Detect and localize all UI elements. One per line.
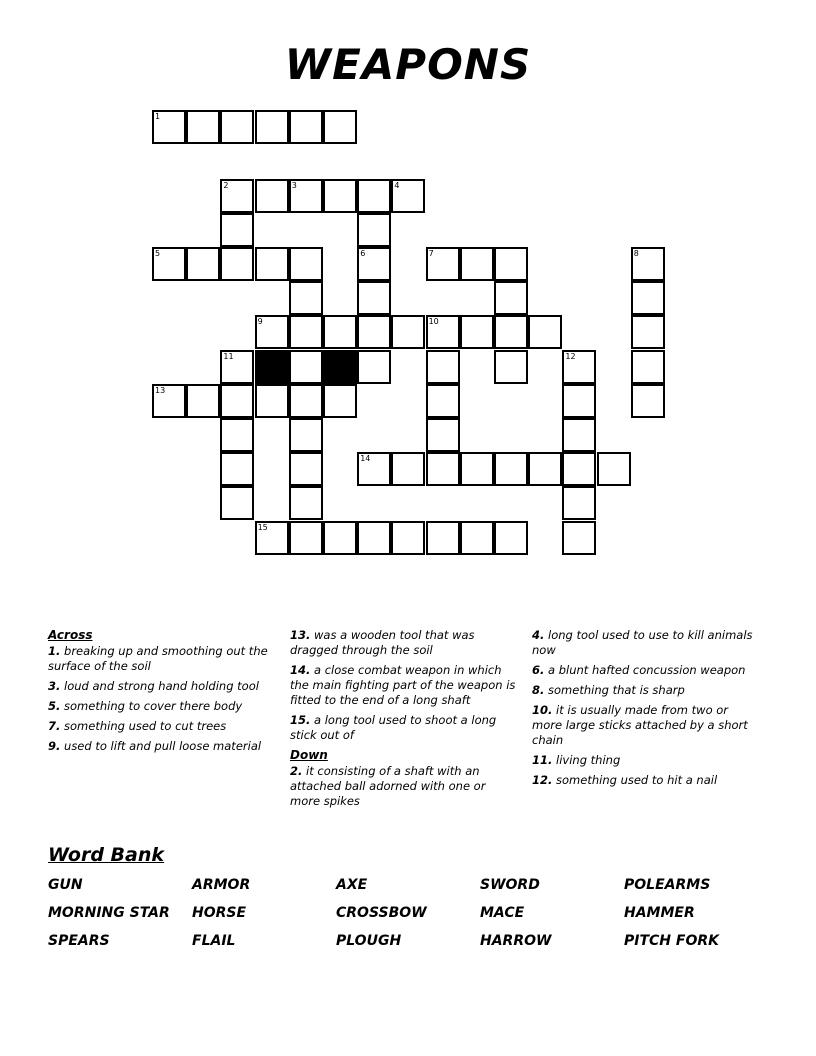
puzzle-title: WEAPONS <box>284 40 532 89</box>
grid-cell[interactable] <box>289 110 323 144</box>
grid-cell[interactable] <box>357 247 391 281</box>
grid-cell[interactable] <box>494 452 528 486</box>
word-bank-item: CROSSBOW <box>336 905 427 921</box>
clue-text: something used to hit a nail <box>556 773 718 787</box>
clue-text: something that is sharp <box>548 683 685 697</box>
clue <box>290 628 518 658</box>
clue-number: 5 <box>155 249 161 258</box>
grid-cell[interactable] <box>255 179 289 213</box>
grid-cell[interactable] <box>460 452 494 486</box>
grid-cell[interactable] <box>562 452 596 486</box>
grid-cell[interactable] <box>289 452 323 486</box>
grid-cell[interactable] <box>528 452 562 486</box>
grid-cell[interactable] <box>562 384 596 418</box>
word-bank-title: Word Bank <box>48 844 165 866</box>
clues-column-3 <box>532 628 760 793</box>
clue-number: 7 <box>428 249 434 258</box>
clue <box>48 644 276 674</box>
grid-cell[interactable] <box>323 315 357 349</box>
grid-cell[interactable] <box>528 315 562 349</box>
clues-column-2 <box>290 628 518 814</box>
clue <box>48 679 276 694</box>
grid-cell[interactable] <box>323 110 357 144</box>
word-bank-item: PITCH FORK <box>624 933 719 949</box>
grid-cell[interactable] <box>323 521 357 555</box>
grid-cell[interactable] <box>562 521 596 555</box>
clue-number-label: 12. <box>532 773 553 787</box>
grid-cell[interactable] <box>255 110 289 144</box>
word-bank-item: MORNING STAR <box>48 905 170 921</box>
black-cell <box>323 350 357 384</box>
clue <box>290 764 518 809</box>
clue-number: 12 <box>565 351 576 361</box>
word-bank-item: MACE <box>480 905 525 921</box>
grid-cell[interactable] <box>426 452 460 486</box>
clue-number-label: 7. <box>48 719 61 733</box>
word-bank-item: HORSE <box>192 905 247 921</box>
grid-cell[interactable] <box>289 486 323 520</box>
clue-number-label: 10. <box>532 703 553 717</box>
grid-cell[interactable] <box>255 315 289 349</box>
word-bank-item: GUN <box>48 877 83 893</box>
black-cell <box>255 350 289 384</box>
clue <box>48 719 276 734</box>
grid-cell[interactable] <box>289 179 323 213</box>
word-bank-item: ARMOR <box>192 877 251 893</box>
clue <box>290 663 518 708</box>
clue <box>532 683 760 698</box>
grid-cell[interactable] <box>357 452 391 486</box>
clue-number-label: 8. <box>532 683 545 697</box>
clue-text: living thing <box>556 753 621 767</box>
grid-cell[interactable] <box>631 315 665 349</box>
clue-number: 8 <box>633 249 639 258</box>
clue-number-label: 11. <box>532 753 553 767</box>
grid-cell[interactable] <box>289 315 323 349</box>
clue-number: 6 <box>360 249 366 258</box>
grid-cell[interactable] <box>220 350 254 384</box>
grid-cell[interactable] <box>220 452 254 486</box>
clue-number: 10 <box>428 317 439 327</box>
grid-cell[interactable] <box>152 384 186 418</box>
grid-cell[interactable] <box>186 247 220 281</box>
word-bank-item: HARROW <box>480 933 552 949</box>
grid-cell[interactable] <box>220 213 254 247</box>
clue <box>532 628 760 658</box>
word-bank-item: SPEARS <box>48 933 110 949</box>
clue-number: 2 <box>223 180 229 190</box>
grid-cell[interactable] <box>289 247 323 281</box>
clue-text: something to cover there body <box>64 699 243 713</box>
grid-cell[interactable] <box>357 213 391 247</box>
grid-cell[interactable] <box>357 281 391 315</box>
grid-cell[interactable] <box>220 486 254 520</box>
grid-cell[interactable] <box>426 521 460 555</box>
grid-cell[interactable] <box>494 247 528 281</box>
clue-number-label: 14. <box>290 663 311 677</box>
grid-cell[interactable] <box>186 110 220 144</box>
clue-number: 13 <box>155 385 166 395</box>
clue <box>48 699 276 714</box>
grid-cell[interactable] <box>460 315 494 349</box>
grid-cell[interactable] <box>494 315 528 349</box>
grid-cell[interactable] <box>562 350 596 384</box>
grid-cell[interactable] <box>152 247 186 281</box>
clue <box>290 713 518 743</box>
grid-cell[interactable] <box>255 521 289 555</box>
clue-text: it is usually made from two or more large sticks attached by a short chain <box>532 703 748 747</box>
grid-cell[interactable] <box>426 384 460 418</box>
word-bank-item: HAMMER <box>624 905 695 921</box>
grid-cell[interactable] <box>357 350 391 384</box>
grid-cell[interactable] <box>152 110 186 144</box>
grid-cell[interactable] <box>220 247 254 281</box>
clue-number-label: 4. <box>532 628 545 642</box>
grid-cell[interactable] <box>391 315 425 349</box>
clues-column-1 <box>48 628 276 759</box>
grid-cell[interactable] <box>494 521 528 555</box>
clue-text: a blunt hafted concussion weapon <box>548 663 746 677</box>
clue <box>532 753 760 768</box>
clue-number-label: 9. <box>48 739 61 753</box>
clue-text: it consisting of a shaft with an attached ball adorned with one or more spikes <box>290 764 486 808</box>
clue-number-label: 5. <box>48 699 61 713</box>
grid-cell[interactable] <box>426 418 460 452</box>
grid-cell[interactable] <box>426 247 460 281</box>
grid-cell[interactable] <box>562 486 596 520</box>
clue-number-label: 13. <box>290 628 311 642</box>
clue-text: loud and strong hand holding tool <box>64 679 259 693</box>
grid-cell[interactable] <box>220 418 254 452</box>
grid-cell[interactable] <box>220 384 254 418</box>
grid-cell[interactable] <box>357 315 391 349</box>
clue <box>532 773 760 788</box>
word-bank-item: PLOUGH <box>336 933 402 949</box>
grid-cell[interactable] <box>323 179 357 213</box>
grid-cell[interactable] <box>426 350 460 384</box>
clue-number: 4 <box>394 180 400 190</box>
grid-cell[interactable] <box>597 452 631 486</box>
clue-number-label: 3. <box>48 679 61 693</box>
grid-cell[interactable] <box>391 452 425 486</box>
grid-cell[interactable] <box>494 350 528 384</box>
grid-cell[interactable] <box>631 384 665 418</box>
grid-cell[interactable] <box>460 521 494 555</box>
clue-text: long tool used to use to kill animals now <box>532 628 753 657</box>
clue-text: was a wooden tool that was dragged through the soil <box>290 628 475 657</box>
word-bank <box>48 876 788 951</box>
word-bank-item: SWORD <box>480 877 540 893</box>
clue-text: a close combat weapon in which the main fighting part of the weapon is fitted to the end of a long shaft <box>290 663 516 707</box>
grid-cell[interactable] <box>255 247 289 281</box>
clue <box>532 663 760 678</box>
clue-text: something used to cut trees <box>64 719 227 733</box>
word-bank-item: FLAIL <box>192 933 236 949</box>
grid-cell[interactable] <box>220 179 254 213</box>
grid-cell[interactable] <box>426 315 460 349</box>
clue-number: 3 <box>291 180 297 190</box>
clue-number-label: 2. <box>290 764 303 778</box>
grid-cell[interactable] <box>220 110 254 144</box>
clue-text: breaking up and smoothing out the surface of the soil <box>48 644 268 673</box>
clue-number-label: 1. <box>48 644 61 658</box>
clue-number-label: 15. <box>290 713 311 727</box>
grid-cell[interactable] <box>289 384 323 418</box>
grid-cell[interactable] <box>289 350 323 384</box>
grid-cell[interactable] <box>357 179 391 213</box>
grid-cell[interactable] <box>494 281 528 315</box>
clue-number: 11 <box>223 351 234 361</box>
grid-cell[interactable] <box>357 521 391 555</box>
clue-number: 9 <box>257 317 263 327</box>
grid-cell[interactable] <box>631 350 665 384</box>
grid-cell[interactable] <box>186 384 220 418</box>
down-heading: Down <box>290 748 328 762</box>
across-heading: Across <box>48 628 93 642</box>
clue-number: 14 <box>360 454 371 464</box>
grid-cell[interactable] <box>631 247 665 281</box>
grid-cell[interactable] <box>391 179 425 213</box>
grid-cell[interactable] <box>631 281 665 315</box>
word-bank-item: AXE <box>336 877 368 893</box>
grid-cell[interactable] <box>255 384 289 418</box>
grid-cell[interactable] <box>289 418 323 452</box>
grid-cell[interactable] <box>391 521 425 555</box>
clue-text: a long tool used to shoot a long stick out of <box>290 713 497 742</box>
clue-number: 1 <box>155 112 161 122</box>
clue-number: 15 <box>257 522 268 532</box>
grid-cell[interactable] <box>460 247 494 281</box>
clue <box>532 703 760 748</box>
clue-number-label: 6. <box>532 663 545 677</box>
clue <box>48 739 276 754</box>
grid-cell[interactable] <box>289 521 323 555</box>
word-bank-item: POLEARMS <box>624 877 711 893</box>
clue-text: used to lift and pull loose material <box>64 739 262 753</box>
grid-cell[interactable] <box>562 418 596 452</box>
grid-cell[interactable] <box>289 281 323 315</box>
grid-cell[interactable] <box>323 384 357 418</box>
